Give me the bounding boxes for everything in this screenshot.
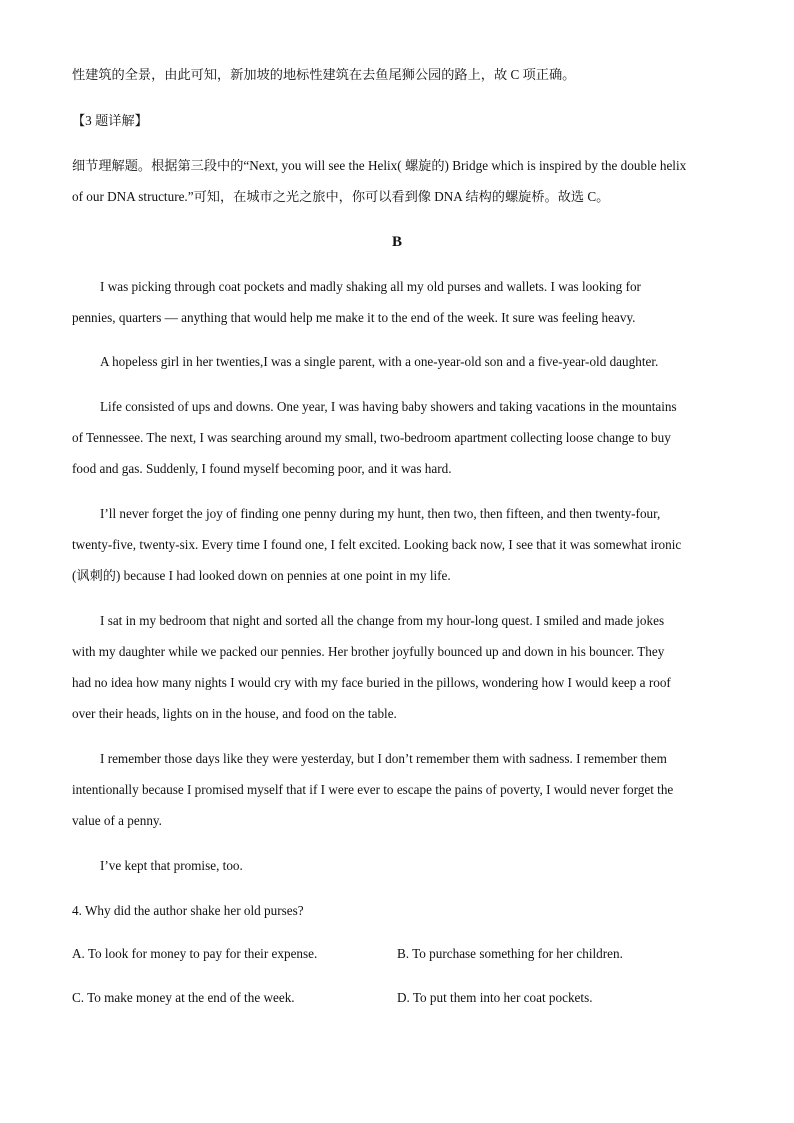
paragraph-line: I sat in my bedroom that night and sorted all the change from my hour-long quest. I smiled and made jokes xyxy=(100,613,665,628)
paragraph-line: twenty-five, twenty-six. Every time I found one, I felt excited. Looking back now, I see that it was somewhat ironic xyxy=(72,537,682,552)
paragraph-line: I was picking through coat pockets and madly shaking all my old purses and wallets. I was looking for xyxy=(100,279,641,294)
explanation-line: 细节理解题。根据第三段中的“Next, you will see the Helix( 螺旋的) Bridge which is inspired by the double helix xyxy=(72,158,687,173)
option-c: C. To make money at the end of the week. xyxy=(72,990,295,1005)
explanation-line: of our DNA structure.”可知，在城市之光之旅中，你可以看到像 DNA 结构的螺旋桥。故选 C。 xyxy=(72,189,610,204)
section-label: 【3 题详解】 xyxy=(72,113,148,128)
paragraph-line: of Tennessee. The next, I was searching around my small, two-bedroom apartment collecting loose change to buy xyxy=(72,430,671,445)
paragraph-line: had no idea how many nights I would cry with my face buried in the pillows, wondering how I would keep a roof xyxy=(72,675,671,690)
paragraph-line: pennies, quarters — anything that would help me make it to the end of the week. It sure was feeling heavy. xyxy=(72,310,636,325)
explanation-line: 性建筑的全景，由此可知，新加坡的地标性建筑在去鱼尾狮公园的路上，故 C 项正确。 xyxy=(72,67,576,82)
option-b: B. To purchase something for her children. xyxy=(397,946,623,961)
paragraph-line: I’ll never forget the joy of finding one penny during my hunt, then two, then fifteen, and then twenty-four, xyxy=(100,506,661,521)
paragraph-line: intentionally because I promised myself that if I were ever to escape the pains of poverty, I would never forget the xyxy=(72,782,674,797)
paragraph-line: over their heads, lights on in the house, and food on the table. xyxy=(72,706,397,721)
question-stem: 4. Why did the author shake her old purses? xyxy=(72,903,304,918)
paragraph-line: Life consisted of ups and downs. One year, I was having baby showers and taking vacations in the mountains xyxy=(100,399,677,414)
paragraph-line: I remember those days like they were yesterday, but I don’t remember them with sadness. I remember them xyxy=(100,751,667,766)
paragraph-line: A hopeless girl in her twenties,I was a single parent, with a one-year-old son and a five-year-old daughter. xyxy=(100,354,659,369)
paragraph-line: (讽刺的) because I had looked down on pennies at one point in my life. xyxy=(72,568,451,583)
paragraph-line: value of a penny. xyxy=(72,813,162,828)
paragraph-line: I’ve kept that promise, too. xyxy=(100,858,243,873)
option-d: D. To put them into her coat pockets. xyxy=(397,990,593,1005)
option-a: A. To look for money to pay for their expense. xyxy=(72,946,318,961)
paragraph-line: food and gas. Suddenly, I found myself becoming poor, and it was hard. xyxy=(72,461,452,476)
passage-heading: B xyxy=(391,234,402,250)
paragraph-line: with my daughter while we packed our pennies. Her brother joyfully bounced up and down in his bouncer. They xyxy=(72,644,665,659)
